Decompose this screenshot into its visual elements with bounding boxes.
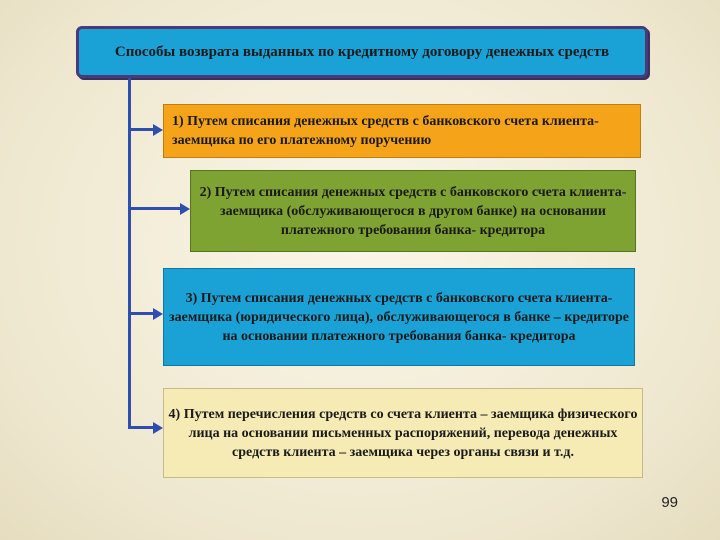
method-box-4 xyxy=(163,388,643,478)
method-box-2 xyxy=(190,170,636,252)
method-box-3 xyxy=(163,268,635,366)
connector-branch-3 xyxy=(128,312,154,315)
method-box-1 xyxy=(163,104,641,158)
connector-branch-4 xyxy=(128,426,154,429)
connector-branch-2 xyxy=(128,207,181,210)
connector-branch-1 xyxy=(128,128,154,131)
method-label-2: 2) Путем списания денежных средств с банковского счета клиента- заемщика (обслуживающегося в другом банке) на основании платежного требования банка- кредитора xyxy=(199,184,627,238)
arrow-right-icon xyxy=(153,422,163,434)
page-number: 99 xyxy=(661,494,678,511)
method-label-1: 1) Путем списания денежных средств с банковского счета клиента- заемщика по его платежному поручению xyxy=(172,114,599,148)
arrow-right-icon xyxy=(153,308,163,320)
arrow-right-icon xyxy=(180,203,190,215)
diagram-title: Способы возврата выданных по кредитному договору денежных средств xyxy=(76,26,648,78)
arrow-right-icon xyxy=(153,124,163,136)
method-label-3: 3) Путем списания денежных средств с банковского счета клиента- заемщика (юридического лица), обслуживающегося в банке – кредиторе на основании платежного требования банка- кредитора xyxy=(169,290,629,344)
method-label-4: 4) Путем перечисления средств со счета клиента – заемщика физического лица на основании письменных распоряжений, перевода денежных средств клиента – заемщика через органы связи и т.д. xyxy=(168,406,638,460)
